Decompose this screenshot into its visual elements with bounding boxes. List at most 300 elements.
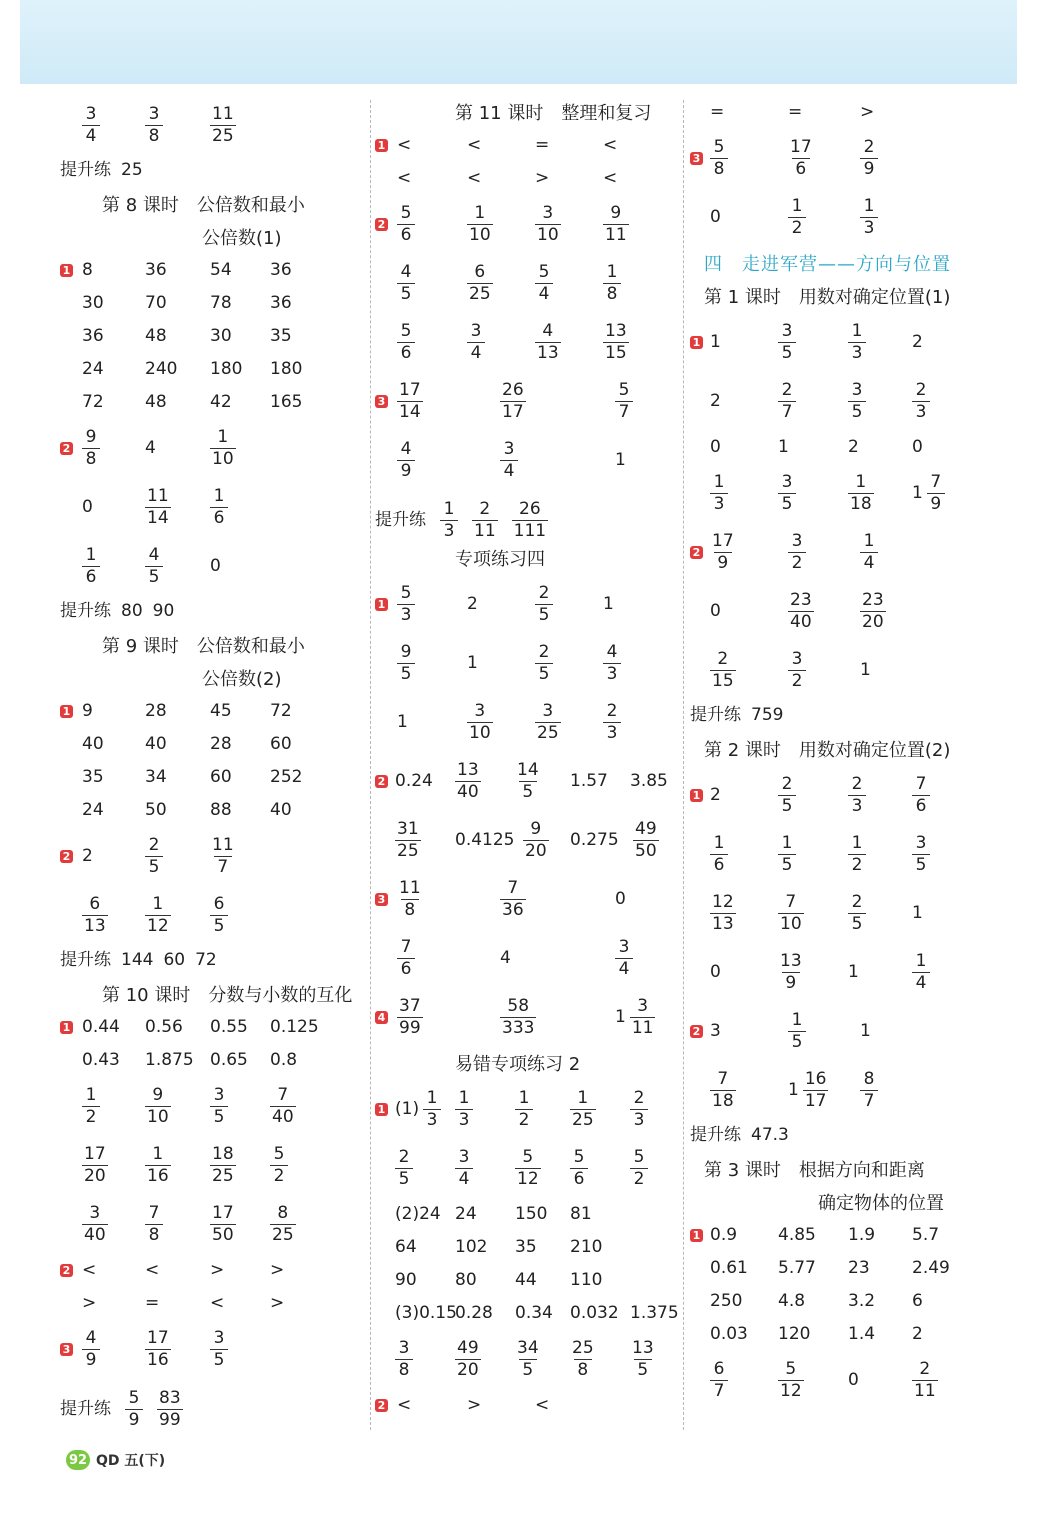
answer-cell (82, 1195, 108, 1254)
answer-value: 60 (270, 734, 292, 754)
answer-cell (145, 353, 177, 386)
denominator: 6 (82, 566, 100, 586)
answer-cell (397, 254, 415, 313)
answer-value: 36 (270, 260, 292, 280)
practice-label: 提升练 (60, 949, 111, 970)
answer-cell (210, 1136, 236, 1195)
numerator: 5 (400, 321, 412, 341)
fraction (82, 547, 100, 586)
fraction (535, 205, 561, 244)
fraction (912, 1361, 938, 1400)
fraction (397, 644, 415, 683)
answer-value: > (535, 168, 550, 188)
denominator: 6 (210, 507, 228, 527)
denominator: 4 (860, 552, 878, 572)
answer-cell (395, 752, 433, 811)
answer-cell (270, 287, 292, 320)
lesson-title: 第 10 课时 分数与小数的互化 (102, 985, 353, 1006)
denominator: 4 (500, 460, 518, 480)
denominator: 3 (423, 1109, 441, 1129)
fraction (848, 835, 866, 874)
numerator: 3 (781, 321, 793, 341)
answer-cell (710, 523, 736, 582)
question-marker: 1 (375, 139, 388, 152)
answer-cell (535, 254, 553, 313)
answer-cell (778, 943, 804, 1002)
answer-cell (710, 464, 728, 523)
answer-cell (145, 728, 167, 761)
denominator: 17 (804, 1091, 827, 1111)
fraction (397, 323, 415, 362)
answer-cell (82, 320, 104, 353)
denominator: 25 (212, 1166, 234, 1186)
answer-cell (397, 162, 411, 195)
fraction (535, 323, 561, 362)
answer-cell (397, 634, 415, 693)
answer-value: < (603, 135, 618, 155)
answer-cell (710, 313, 721, 372)
answer-cell (860, 1061, 878, 1120)
fraction (788, 533, 806, 572)
question-marker: 2 (375, 1399, 388, 1412)
mixed-number (615, 998, 655, 1037)
answer-cell (535, 313, 561, 372)
denominator: 17 (502, 402, 524, 422)
numerator: 1 (606, 262, 618, 282)
answer-cell (710, 1002, 721, 1061)
fraction (788, 198, 806, 237)
lesson-title: 第 9 课时 公倍数和最小 (102, 636, 305, 657)
answer-cell (710, 188, 721, 247)
answer-value: 36 (82, 326, 104, 346)
whole-part: 1 (788, 1080, 799, 1100)
answer-value: = (710, 102, 725, 122)
answer-cell (848, 943, 859, 1002)
answer-value: 0.65 (210, 1050, 248, 1070)
answer-cell (270, 1011, 319, 1044)
answer-value: 180 (210, 359, 243, 379)
fraction (603, 264, 621, 303)
denominator: 2 (848, 854, 866, 874)
fraction (630, 998, 656, 1037)
numerator: 2 (606, 701, 618, 721)
answer-value: < (397, 168, 412, 188)
answer-value: 1 (778, 437, 789, 457)
denominator: 8 (82, 448, 100, 468)
answer-cell (145, 886, 171, 945)
answer-cell (145, 1287, 159, 1320)
answer-cell (912, 313, 923, 372)
answer-value: 28 (145, 701, 167, 721)
answer-cell (778, 1219, 816, 1252)
fraction (395, 1340, 413, 1379)
answer-cell (395, 1231, 417, 1264)
denominator: 13 (84, 916, 106, 936)
answer-cell (145, 254, 167, 287)
denominator: 4 (535, 283, 553, 303)
denominator: 2 (788, 217, 806, 237)
denominator: 18 (850, 494, 872, 514)
answer-cell (82, 886, 108, 945)
answer-value: 47.3 (751, 1124, 789, 1145)
numerator: 12 (712, 892, 734, 912)
denominator: 4 (467, 342, 485, 362)
numerator: 4 (606, 642, 618, 662)
question-marker: 1 (60, 264, 73, 277)
answer-cell (515, 1080, 533, 1139)
denominator: 2 (82, 1106, 100, 1126)
denominator: 5 (210, 1106, 228, 1126)
answer-value: 4 (145, 438, 156, 458)
fraction (848, 382, 866, 421)
fraction (778, 382, 796, 421)
answer-value: 3.2 (848, 1291, 876, 1311)
answer-cell (778, 884, 804, 943)
answer-cell (395, 811, 421, 870)
numerator: 1 (213, 486, 225, 506)
answer-cell (210, 794, 232, 827)
numerator: 1 (863, 196, 875, 216)
denominator: 40 (84, 1225, 106, 1245)
answer-cell (912, 1252, 950, 1285)
denominator: 18 (712, 1091, 734, 1111)
fraction (145, 837, 163, 876)
fraction (210, 1205, 236, 1244)
answer-value: 80 (455, 1270, 477, 1290)
mixed-number (788, 1071, 828, 1110)
fraction (615, 382, 633, 421)
answer-cell (210, 1011, 248, 1044)
answer-value: 40 (82, 734, 104, 754)
answer-value: = (145, 1293, 160, 1313)
answer-cell (82, 287, 104, 320)
numerator: 1 (458, 1088, 470, 1108)
denominator: 9 (782, 972, 800, 992)
fraction (778, 835, 796, 874)
answer-value: 90 (152, 600, 175, 621)
answer-cell (710, 1219, 737, 1252)
answer-cell (515, 1330, 541, 1389)
numerator: 7 (148, 1203, 160, 1223)
answer-cell (82, 1136, 108, 1195)
answer-cell (270, 1254, 284, 1287)
denominator: 15 (605, 343, 627, 363)
fraction (210, 488, 228, 527)
answer-cell (455, 1297, 493, 1330)
practice-line (60, 596, 174, 626)
page-number: 92 (66, 1450, 90, 1470)
answer-cell (848, 825, 866, 884)
denominator: 2 (515, 1109, 533, 1129)
answer-cell (210, 419, 236, 478)
answer-cell (710, 825, 728, 884)
practice-line (60, 155, 143, 185)
answer-cell (210, 287, 232, 320)
answer-cell (82, 478, 93, 537)
answer-cell (397, 988, 423, 1047)
answer-value: 23 (848, 1258, 870, 1278)
fraction (455, 1340, 481, 1379)
answer-cell (210, 478, 228, 537)
denominator: 9 (927, 493, 945, 513)
answer-cell (570, 1264, 602, 1297)
answer-cell (210, 1254, 224, 1287)
denominator: 6 (570, 1168, 588, 1188)
answer-cell (145, 695, 167, 728)
denominator: 16 (147, 1166, 169, 1186)
fraction (848, 776, 866, 815)
answer-value: 4.8 (778, 1291, 806, 1311)
whole-part: 1 (912, 483, 923, 503)
answer-value: 30 (210, 326, 232, 346)
numerator: 1 (781, 833, 793, 853)
numerator: 5 (522, 1147, 534, 1167)
fraction (270, 1087, 296, 1126)
practice-label: 提升练 (690, 1124, 741, 1145)
lesson-title: 专项练习四 (455, 549, 545, 570)
denominator: 5 (535, 663, 553, 683)
answer-value: 1.4 (848, 1324, 876, 1344)
fraction (270, 1146, 288, 1185)
denominator: 25 (272, 1225, 294, 1245)
denominator: 12 (780, 1381, 802, 1401)
numerator: 9 (85, 427, 97, 447)
practice-label: 提升练 (375, 509, 426, 530)
answer-cell (710, 1285, 742, 1318)
answer-value: 102 (455, 1237, 488, 1257)
practice-line (690, 1120, 789, 1150)
fraction (82, 1087, 100, 1126)
numerator: 26 (502, 380, 524, 400)
answer-cell (395, 1080, 441, 1139)
fraction (397, 382, 423, 421)
denominator: 6 (912, 795, 930, 815)
denominator: 5 (634, 1359, 652, 1379)
numerator: 6 (474, 262, 486, 282)
fraction (397, 264, 415, 303)
answer-cell (145, 1254, 159, 1287)
denominator: 10 (147, 1107, 169, 1127)
numerator: 1 (443, 498, 455, 519)
answer-cell (210, 1044, 248, 1077)
practice-line (60, 945, 217, 975)
denominator: 10 (469, 225, 491, 245)
answer-cell (860, 188, 878, 247)
denominator: 9 (82, 1349, 100, 1369)
numerator: 1 (85, 545, 97, 565)
answer-cell (912, 1219, 939, 1252)
fraction (210, 1146, 236, 1185)
answer-cell (710, 96, 724, 129)
answer-cell (710, 641, 736, 700)
answer-cell (848, 1351, 859, 1410)
fraction (603, 323, 629, 362)
denominator: 10 (469, 723, 491, 743)
lesson-title: 第 1 课时 用数对确定位置(1) (704, 287, 951, 308)
answer-value: 72 (195, 949, 217, 970)
whole-part: 1 (615, 1007, 626, 1027)
fraction (145, 106, 163, 145)
numerator: 5 (633, 1147, 645, 1167)
fraction (125, 1387, 143, 1430)
fraction (270, 1205, 296, 1244)
answer-cell (82, 96, 100, 155)
answer-value: 64 (395, 1237, 417, 1257)
answer-value: 759 (751, 704, 784, 725)
answer-cell (145, 1136, 171, 1195)
answer-cell (82, 386, 104, 419)
numerator: 2 (538, 583, 550, 603)
denominator: 40 (457, 782, 479, 802)
fraction (778, 474, 796, 513)
answer-cell (500, 870, 526, 929)
fraction (145, 1087, 171, 1126)
answer-cell (270, 1136, 288, 1195)
denominator: 50 (212, 1225, 234, 1245)
answer-cell (615, 372, 633, 431)
numerator: 4 (542, 321, 554, 341)
answer-cell (778, 825, 796, 884)
denominator: 3 (860, 217, 878, 237)
answer-cell (710, 1061, 736, 1120)
practice-label: 提升练 (60, 159, 111, 180)
labeled-fraction (395, 1090, 441, 1129)
answer-value: 90 (395, 1270, 417, 1290)
answer-cell (82, 1011, 120, 1044)
numerator: 3 (791, 649, 803, 669)
fraction (397, 441, 415, 480)
answer-cell (145, 761, 167, 794)
answer-cell (467, 313, 485, 372)
denominator: 5 (848, 913, 866, 933)
answer-cell (848, 1219, 875, 1252)
numerator: 58 (507, 996, 530, 1016)
denominator: 4 (455, 1168, 473, 1188)
numerator: 1 (851, 321, 863, 341)
answer-value: 6 (912, 1291, 923, 1311)
denominator: 5 (145, 566, 163, 586)
numerator: 18 (212, 1144, 234, 1164)
fraction (82, 1146, 108, 1185)
edition-label: QD 五(下) (96, 1453, 166, 1469)
answer-cell (778, 431, 789, 464)
lesson-title: 第 3 课时 根据方向和距离 (704, 1160, 925, 1181)
answer-value: 165 (270, 392, 303, 412)
denominator: 6 (792, 158, 810, 178)
numerator: 1 (855, 472, 867, 492)
question-marker: 1 (60, 705, 73, 718)
answer-cell (82, 761, 104, 794)
answer-cell (860, 641, 871, 700)
denominator: 5 (778, 342, 796, 362)
answer-cell (912, 766, 930, 825)
answer-cell (455, 811, 514, 870)
answer-cell (848, 1285, 875, 1318)
answer-value: > (270, 1293, 285, 1313)
answer-cell (912, 943, 930, 1002)
numerator: 49 (635, 819, 657, 839)
fraction (515, 1340, 541, 1379)
answer-cell (630, 752, 668, 811)
numerator: 3 (474, 701, 486, 721)
answer-value: 210 (570, 1237, 603, 1257)
answer-value: 45 (210, 701, 232, 721)
answer-cell (145, 794, 167, 827)
answer-cell (570, 811, 619, 870)
answer-cell (570, 752, 608, 811)
answer-value: 150 (515, 1204, 548, 1224)
fraction (515, 1090, 533, 1129)
fraction (710, 533, 736, 572)
numerator: 1 (426, 1088, 438, 1108)
fraction (500, 382, 526, 421)
fraction (848, 474, 874, 513)
numerator: 4 (400, 262, 412, 282)
answer-cell (397, 575, 415, 634)
answer-value: 54 (210, 260, 232, 280)
denominator: 12 (147, 916, 169, 936)
numerator: 2 (851, 774, 863, 794)
numerator: 2 (479, 498, 491, 519)
denominator: 6 (710, 854, 728, 874)
denominator: 20 (862, 612, 884, 632)
denominator: 5 (535, 604, 553, 624)
page-footer (66, 1450, 165, 1470)
denominator: 5 (778, 854, 796, 874)
answer-value: 0.43 (82, 1050, 120, 1070)
answer-value: 2 (848, 437, 859, 457)
denominator: 11 (605, 225, 627, 245)
fraction (145, 488, 171, 527)
answer-cell (455, 1139, 473, 1198)
numerator: 1 (713, 833, 725, 853)
answer-cell (523, 811, 549, 870)
answer-value: 9 (82, 701, 93, 721)
answer-value: 35 (515, 1237, 537, 1257)
answer-cell (570, 1231, 602, 1264)
denominator: 6 (397, 224, 415, 244)
numerator: 2 (398, 1147, 410, 1167)
answer-cell (848, 766, 866, 825)
numerator: 11 (399, 878, 421, 898)
denominator: 5 (397, 283, 415, 303)
answer-value: 40 (270, 800, 292, 820)
answer-cell (515, 1198, 547, 1231)
answer-cell (467, 254, 493, 313)
answer-cell (515, 752, 541, 811)
answer-value: 0.24 (395, 771, 433, 791)
denominator: 20 (84, 1166, 106, 1186)
answer-cell (515, 1264, 537, 1297)
fraction (570, 1340, 596, 1379)
numerator: 3 (915, 833, 927, 853)
numerator: 1 (152, 1144, 164, 1164)
answer-cell (778, 1252, 816, 1285)
fraction (500, 441, 518, 480)
answer-cell (467, 162, 481, 195)
question-marker: 1 (690, 336, 703, 349)
fraction (467, 264, 493, 303)
answer-cell (615, 431, 626, 490)
answer-cell (270, 386, 302, 419)
denominator: 3 (912, 401, 930, 421)
numerator: 7 (930, 472, 942, 492)
denominator: 4 (912, 972, 930, 992)
answer-cell (710, 884, 736, 943)
answer-value: 88 (210, 800, 232, 820)
denominator: 11 (474, 520, 496, 541)
denominator: 6 (397, 342, 415, 362)
